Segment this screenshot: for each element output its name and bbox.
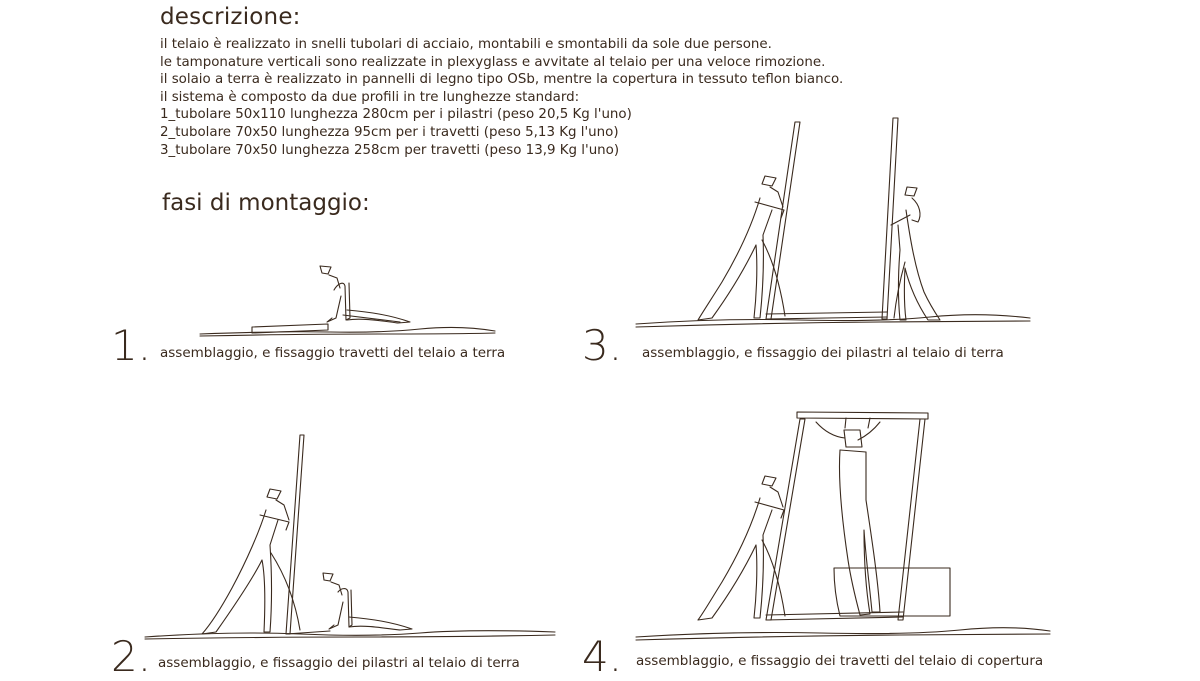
- step-1-caption: assemblaggio, e fissaggio travetti del telaio a terra: [160, 345, 506, 361]
- step-3-illustration: [636, 118, 1030, 327]
- step-4-number: 4.: [582, 632, 623, 681]
- step-4-caption: assemblaggio, e fissaggio dei travetti del telaio di copertura: [636, 653, 1044, 669]
- description-line: le tamponature verticali sono realizzate in plexyglass e avvitate al telaio per una veloce rimozione.: [160, 54, 826, 70]
- description-title: descrizione:: [160, 4, 301, 30]
- description-line: 3_tubolare 70x50 lunghezza 258cm per travetti (peso 13,9 Kg l'uno): [160, 142, 620, 158]
- step-3-caption: assemblaggio, e fissaggio dei pilastri al telaio di terra: [642, 345, 1004, 361]
- step-1-number: 1.: [111, 321, 152, 370]
- step-1-illustration: [200, 266, 495, 336]
- step-4-illustration: [636, 412, 1050, 640]
- description-line: il sistema è composto da due profili in tre lunghezze standard:: [160, 89, 580, 105]
- step-3-number: 3.: [582, 321, 623, 370]
- description-line: 2_tubolare 70x50 lunghezza 95cm per i travetti (peso 5,13 Kg l'uno): [160, 124, 619, 140]
- step-2-caption: assemblaggio, e fissaggio dei pilastri al telaio di terra: [158, 655, 520, 671]
- description-line: 1_tubolare 50x110 lunghezza 280cm per i pilastri (peso 20,5 Kg l'uno): [160, 107, 632, 123]
- phases-title: fasi di montaggio:: [162, 190, 370, 216]
- description-line: il telaio è realizzato in snelli tubolari di acciaio, montabili e smontabili da sole due persone.: [160, 37, 772, 52]
- description-line: il solaio a terra è realizzato in pannelli di legno tipo OSb, mentre la copertura in tessuto teflon bianco.: [160, 72, 844, 88]
- step-2-illustration: [145, 435, 555, 639]
- step-2-number: 2.: [111, 632, 152, 681]
